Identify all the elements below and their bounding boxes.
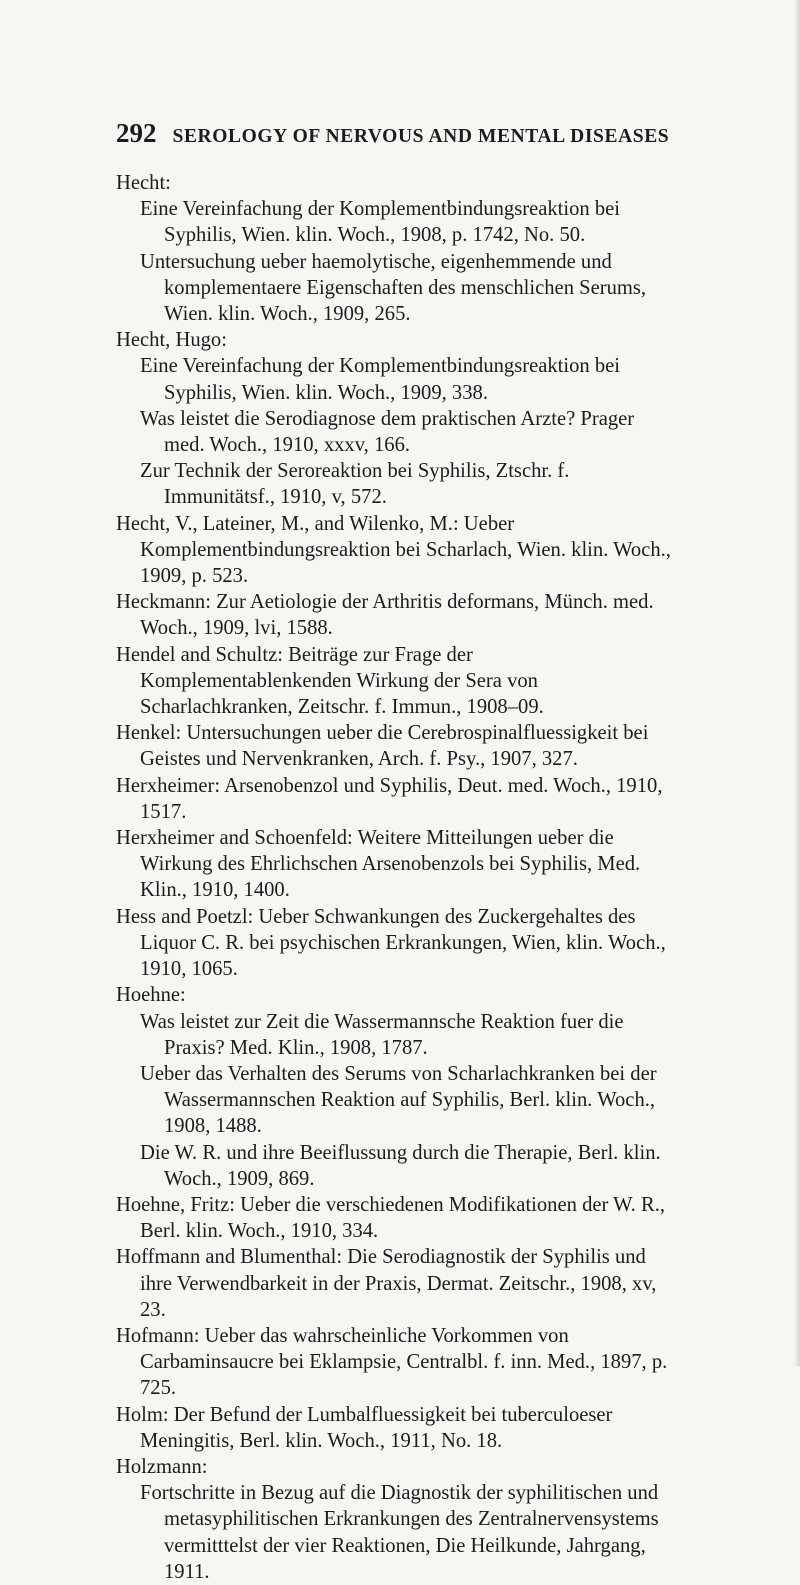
reference-entry: Hess and Poetzl: Ueber Schwankungen des Zuckergehaltes des Liquor C. R. bei psychischen Erkrankungen, Wien, klin. Woch., 1910, 1065.	[116, 905, 666, 981]
author-heading: Hoehne:	[116, 984, 186, 1007]
author-heading: Hecht, Hugo:	[116, 329, 227, 352]
reference-entry: Holm: Der Befund der Lumbalfluessigkeit bei tuberculoeser Meningitis, Berl. klin. Woch., 1911, No. 18.	[116, 1403, 613, 1452]
reference-entry: Herxheimer and Schoenfeld: Weitere Mitteilungen ueber die Wirkung des Ehrlichschen Arsenobenzols bei Syphilis, Med. Klin., 1910, 1400.	[116, 827, 641, 902]
reference-entry: Hecht, V., Lateiner, M., and Wilenko, M.: Ueber Komplementbindungsreaktion bei Scharlach, Wien. klin. Woch., 1909, p. 523.	[116, 512, 671, 588]
reference-entry: Herxheimer: Arsenobenzol und Syphilis, Deut. med. Woch., 1910, 1517.	[116, 774, 663, 823]
reference-entry: Heckmann: Zur Aetiologie der Arthritis deformans, Münch. med. Woch., 1909, lvi, 1588.	[116, 591, 654, 640]
running-header	[116, 118, 696, 149]
reference-entry: Hoffmann and Blumenthal: Die Serodiagnostik der Syphilis und ihre Verwendbarkeit in der Praxis, Dermat. Zeitschr., 1908, xv, 23.	[116, 1246, 657, 1321]
sub-reference: Untersuchung ueber haemolytische, eigenhemmende und komplementaere Eigenschaften des menschlichen Serums, Wien. klin. Woch., 1909, 265.	[140, 250, 647, 326]
bibliography-list	[116, 170, 676, 1585]
author-heading: Hecht:	[116, 172, 171, 194]
author-heading: Holzmann:	[116, 1455, 208, 1478]
sub-reference: Die W. R. und ihre Beeiflussung durch die Therapie, Berl. klin. Woch., 1909, 869.	[140, 1141, 661, 1190]
sub-reference: Was leistet zur Zeit die Wassermannsche Reaktion fuer die Praxis? Med. Klin., 1908, 1787.	[140, 1010, 624, 1059]
page-edge-shadow	[794, 0, 800, 1366]
sub-reference: Was leistet die Serodiagnose dem praktischen Arzte? Prager med. Woch., 1910, xxxv, 166.	[140, 407, 635, 457]
sub-reference: Eine Vereinfachung der Komplementbindungsreaktion bei Syphilis, Wien. klin. Woch., 1909, 338.	[140, 355, 621, 404]
sub-reference: Fortschritte in Bezug auf die Diagnostik der syphilitischen und metasyphilitischen Erkrankungen des Zentralnervensystems vermitttelst der vier Reaktionen, Die Heilkunde, Jahrgang, 1911.	[140, 1482, 659, 1583]
running-title: SEROLOGY OF NERVOUS AND MENTAL DISEASES	[172, 126, 670, 147]
reference-entry: Henkel: Untersuchungen ueber die Cerebrospinalfluessigkeit bei Geistes und Nervenkranken, Arch. f. Psy., 1907, 327.	[116, 722, 649, 771]
sub-reference: Ueber das Verhalten des Serums von Scharlachkranken bei der Wassermannschen Reaktion auf Syphilis, Berl. klin. Woch., 1908, 1488.	[140, 1062, 657, 1138]
sub-reference: Eine Vereinfachung der Komplementbindungsreaktion bei Syphilis, Wien. klin. Woch., 1908, p. 1742, No. 50.	[140, 198, 621, 247]
sub-reference: Zur Technik der Seroreaktion bei Syphilis, Ztschr. f. Immunitätsf., 1910, v, 572.	[140, 460, 570, 509]
reference-entry: Hofmann: Ueber das wahrscheinliche Vorkommen von Carbaminsaucre bei Eklampsie, Centralbl. f. inn. Med., 1897, p. 725.	[116, 1324, 668, 1400]
reference-entry: Hendel and Schultz: Beiträge zur Frage der Komplementablenkenden Wirkung der Sera von Scharlachkranken, Zeitschr. f. Immun., 1908–09.	[116, 643, 544, 719]
page-number: 292	[116, 118, 157, 148]
reference-entry: Hoehne, Fritz: Ueber die verschiedenen Modifikationen der W. R., Berl. klin. Woch., 1910, 334.	[116, 1193, 666, 1243]
